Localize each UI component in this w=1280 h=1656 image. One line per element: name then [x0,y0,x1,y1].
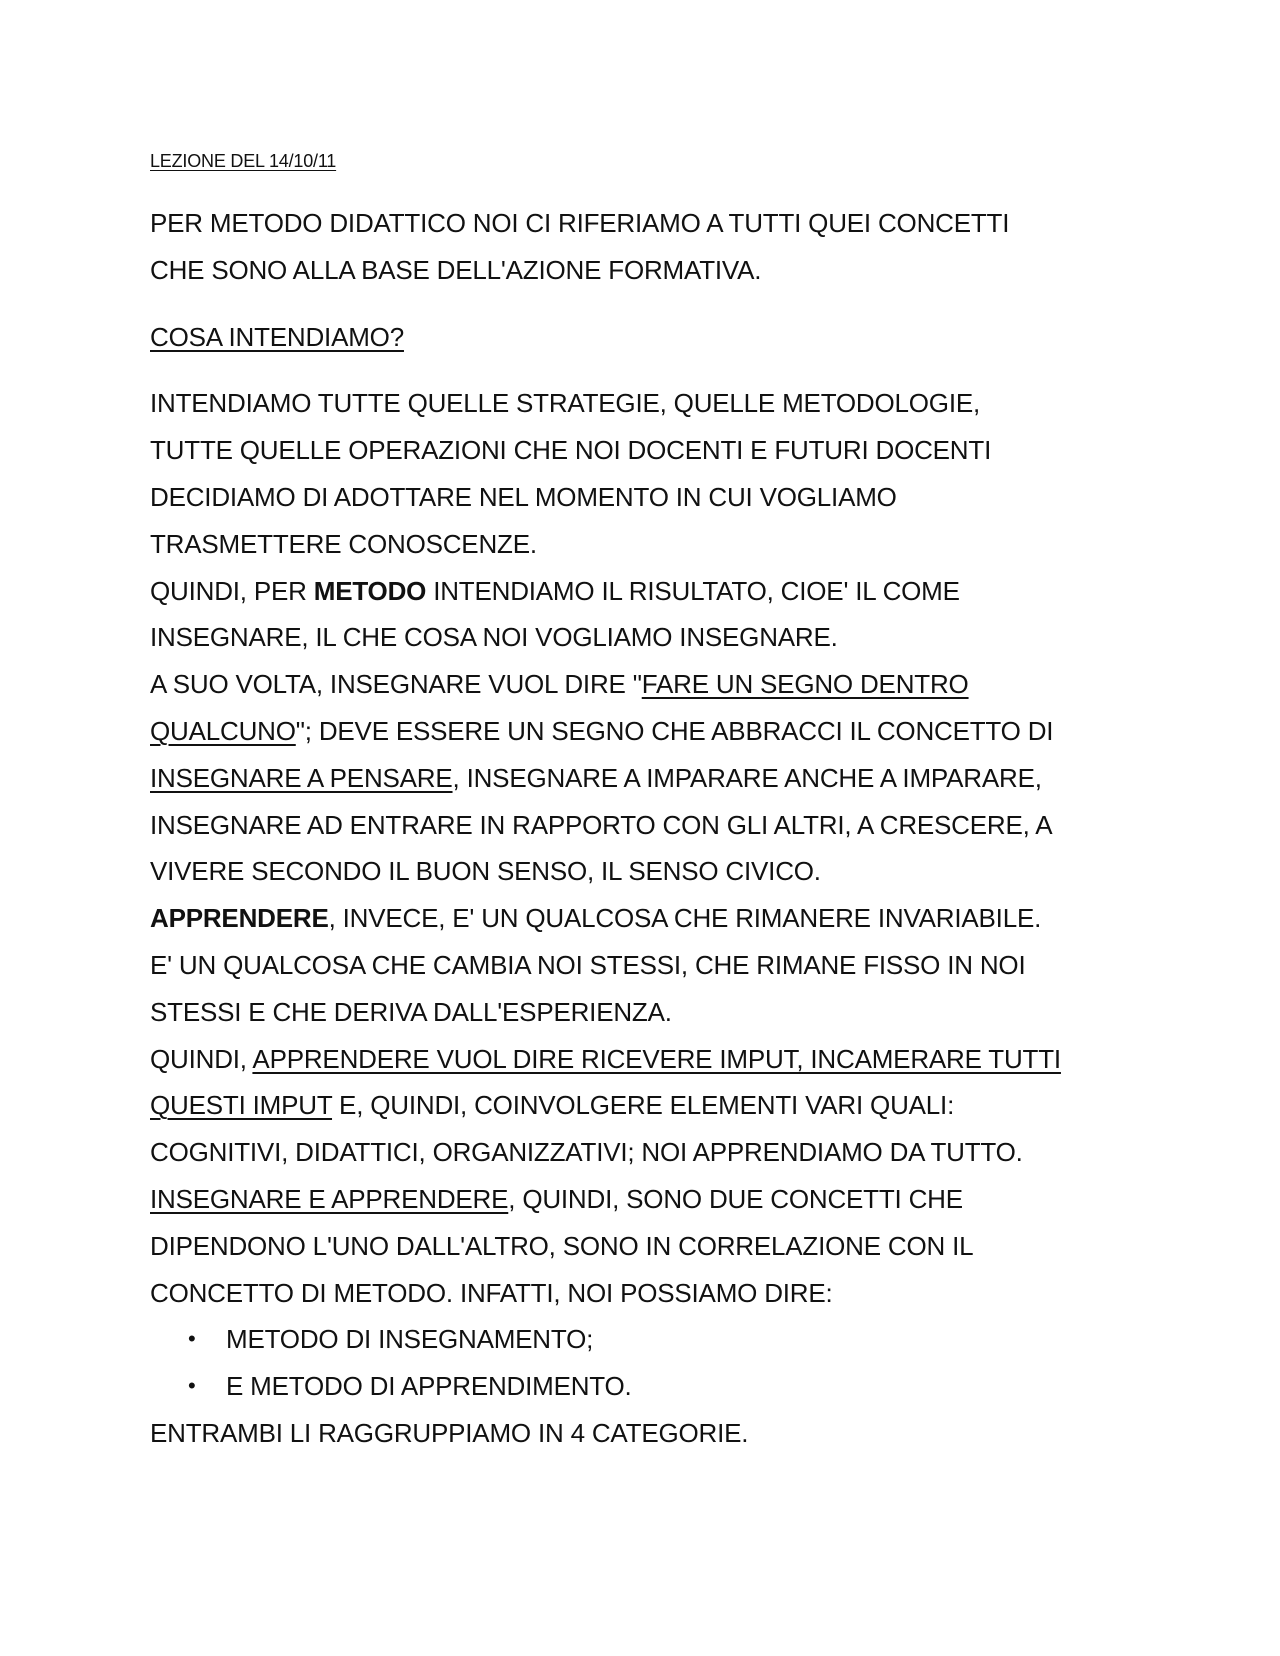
bullet-icon: • [188,1373,196,1399]
underlined-phrase: QUESTI IMPUT [150,1090,333,1121]
text-run: QUINDI, PER [150,575,314,606]
bullet-list [150,1316,1160,1410]
underlined-phrase: APPRENDERE VUOL DIRE RICEVERE IMPUT, INCAMERARE TUTTI [252,1043,1061,1074]
text-line: DIPENDONO L'UNO DALL'ALTRO, SONO IN CORRELAZIONE CON IL [150,1230,974,1261]
text-line: INSEGNARE AD ENTRARE IN RAPPORTO CON GLI ALTRI, A CRESCERE, A [150,809,1053,840]
bold-term-metodo: METODO [313,575,427,606]
text-line: TRASMETTERE CONOSCENZE. [150,528,537,559]
underlined-phrase: INSEGNARE E APPRENDERE [150,1183,509,1214]
text-line [150,1036,1160,1083]
text-line: STESSI E CHE DERIVA DALL'ESPERIENZA. [150,996,672,1027]
lesson-date-heading: LEZIONE DEL 14/10/11 [150,151,337,171]
text-run: , INVECE, E' UN QUALCOSA CHE RIMANERE INVARIABILE. [328,903,1042,934]
text-line: PER METODO DIDATTICO NOI CI RIFERIAMO A TUTTI QUEI CONCETTI [150,208,1010,238]
intro-paragraph [150,200,1160,294]
closing-line: ENTRAMBI LI RAGGRUPPIAMO IN 4 CATEGORIE. [150,1417,749,1448]
list-item-text: METODO DI INSEGNAMENTO; [226,1324,594,1355]
text-line [150,568,1160,615]
text-run: , INSEGNARE A IMPARARE ANCHE A IMPARARE, [452,762,1042,793]
text-line [150,1082,1160,1129]
underlined-phrase: FARE UN SEGNO DENTRO [641,669,969,700]
underlined-phrase: INSEGNARE A PENSARE [150,762,453,793]
question-heading-block [150,314,1160,361]
text-line: TUTTE QUELLE OPERAZIONI CHE NOI DOCENTI E FUTURI DOCENTI [150,435,992,466]
text-run: INTENDIAMO IL RISULTATO, CIOE' IL COME [426,575,960,606]
text-line: COGNITIVI, DIDATTICI, ORGANIZZATIVI; NOI APPRENDIAMO DA TUTTO. [150,1137,1023,1168]
text-line: E' UN QUALCOSA CHE CAMBIA NOI STESSI, CHE RIMANE FISSO IN NOI [150,949,1026,980]
text-run: QUINDI, [150,1043,253,1074]
text-line: VIVERE SECONDO IL BUON SENSO, IL SENSO CIVICO. [150,856,821,887]
text-run: A SUO VOLTA, INSEGNARE VUOL DIRE " [150,669,642,700]
text-line [150,755,1160,802]
text-line: INSEGNARE, IL CHE COSA NOI VOGLIAMO INSEGNARE. [150,622,838,653]
main-body [150,380,1160,1456]
text-line [150,895,1160,942]
text-run: , QUINDI, SONO DUE CONCETTI CHE [508,1183,963,1214]
text-line [150,661,1160,708]
list-item-text: E METODO DI APPRENDIMENTO. [226,1371,632,1402]
text-line: DECIDIAMO DI ADOTTARE NEL MOMENTO IN CUI VOGLIAMO [150,481,897,512]
list-item [150,1316,1160,1363]
bullet-icon: • [188,1326,196,1352]
question-heading: COSA INTENDIAMO? [150,321,404,352]
underlined-phrase: QUALCUNO [150,715,296,746]
bold-term-apprendere: APPRENDERE [150,903,329,934]
text-line [150,1176,1160,1223]
text-line: INTENDIAMO TUTTE QUELLE STRATEGIE, QUELLE METODOLOGIE, [150,388,981,419]
document-page [150,150,1160,1457]
list-item [150,1363,1160,1410]
text-line [150,708,1160,755]
text-run: E, QUINDI, COINVOLGERE ELEMENTI VARI QUALI: [332,1090,955,1121]
text-line: CONCETTO DI METODO. INFATTI, NOI POSSIAMO DIRE: [150,1277,833,1308]
text-run: "; DEVE ESSERE UN SEGNO CHE ABBRACCI IL CONCETTO DI [295,715,1054,746]
text-line: CHE SONO ALLA BASE DELL'AZIONE FORMATIVA. [150,254,762,285]
